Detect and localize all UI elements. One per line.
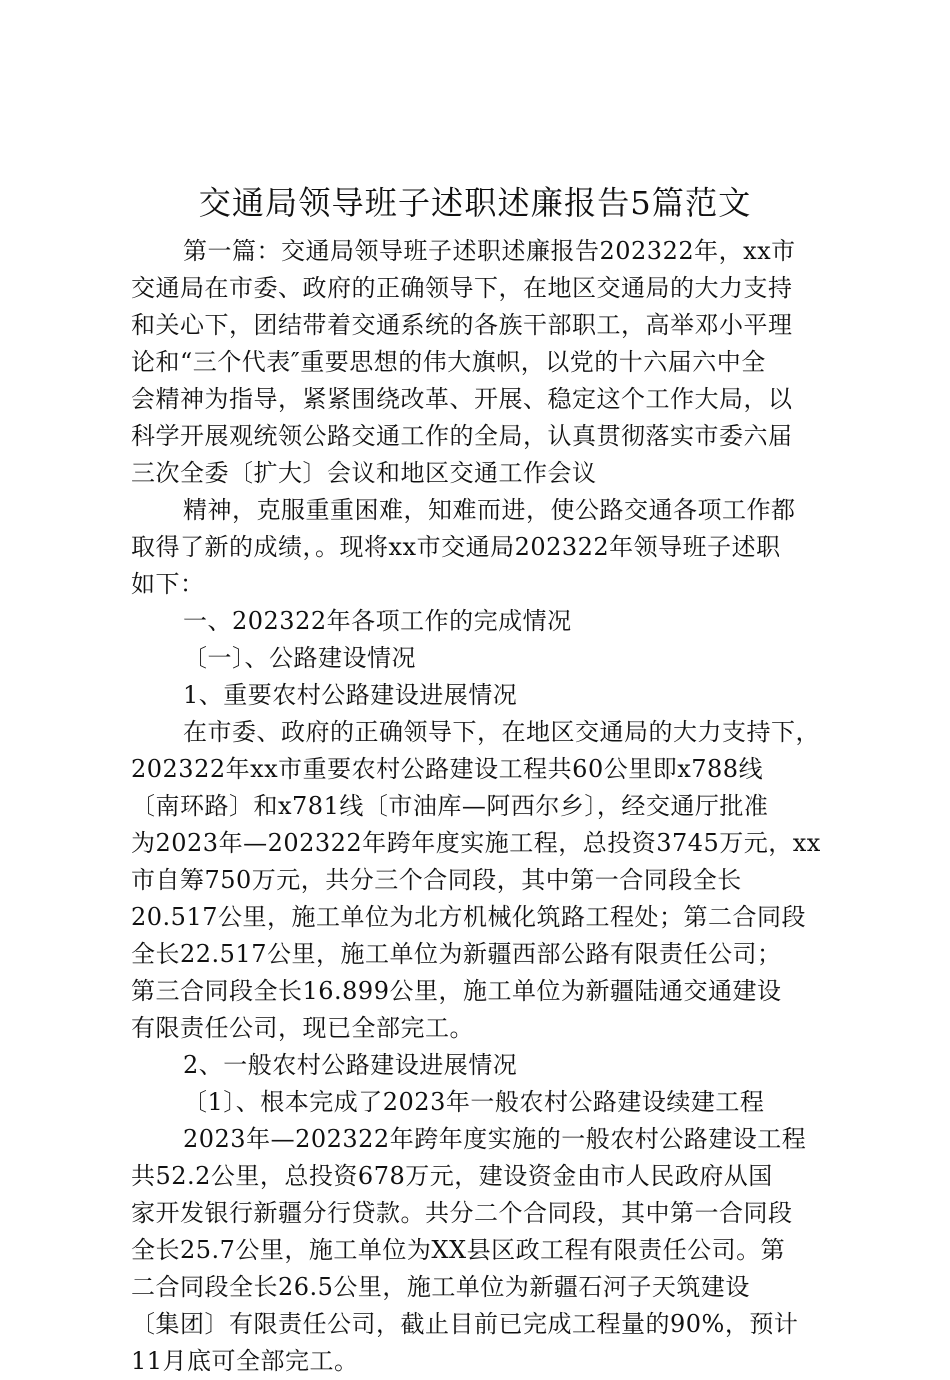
text-line: 第三合同段全长16.899公里，施工单位为新疆陆通交通建设 bbox=[131, 977, 782, 1005]
text-line: 11月底可全部完工。 bbox=[131, 1347, 359, 1375]
text-line: 有限责任公司，现已全部完工。 bbox=[131, 1014, 474, 1042]
text-line: 家开发银行新疆分行贷款。共分二个合同段，其中第一合同段 bbox=[131, 1199, 793, 1227]
text-line: 在市委、政府的正确领导下，在地区交通局的大力支持下， bbox=[183, 718, 820, 746]
text-line: 为2023年—202322年跨年度实施工程，总投资3745万元，xx bbox=[131, 829, 821, 857]
text-line: 如下： bbox=[131, 570, 205, 598]
text-line: 〔一〕、公路建设情况 bbox=[183, 644, 416, 672]
text-line: 和关心下，团结带着交通系统的各族干部职工，高举邓小平理 bbox=[131, 311, 793, 339]
text-line: 交通局在市委、政府的正确领导下，在地区交通局的大力支持 bbox=[131, 274, 793, 302]
text-line: 〔集团〕有限责任公司，截止目前已完成工程量的90%，预计 bbox=[131, 1310, 799, 1338]
text-line: 20.517公里，施工单位为北方机械化筑路工程处；第二合同段 bbox=[131, 903, 806, 931]
text-line: 精神，克服重重困难，知难而进，使公路交通各项工作都 bbox=[183, 496, 796, 524]
text-line: 市自筹750万元，共分三个合同段，其中第一合同段全长 bbox=[131, 866, 742, 894]
text-line: 一、202322年各项工作的完成情况 bbox=[183, 607, 572, 635]
text-line: 共52.2公里，总投资678万元，建设资金由市人民政府从国 bbox=[131, 1162, 773, 1190]
document-title: 交通局领导班子述职述廉报告5篇范文 bbox=[198, 184, 752, 222]
text-line: 会精神为指导，紧紧围绕改革、开展、稳定这个工作大局，以 bbox=[131, 385, 793, 413]
text-line: 论和“三个代表″重要思想的伟大旗帜，以党的十六届六中全 bbox=[131, 348, 766, 376]
text-line: 科学开展观统领公路交通工作的全局，认真贯彻落实市委六届 bbox=[131, 422, 793, 450]
text-line: 三次全委〔扩大〕会议和地区交通工作会议 bbox=[131, 459, 597, 487]
text-line: 〔1〕、根本完成了2023年一般农村公路建设续建工程 bbox=[183, 1088, 765, 1116]
text-line: 1、重要农村公路建设进展情况 bbox=[183, 681, 518, 709]
text-line: 全长25.7公里，施工单位为XX县区政工程有限责任公司。第 bbox=[131, 1236, 786, 1264]
text-line: 2023年—202322年跨年度实施的一般农村公路建设工程 bbox=[183, 1125, 807, 1153]
document-body bbox=[131, 233, 831, 1380]
text-line: 202322年xx市重要农村公路建设工程共60公里即x788线 bbox=[131, 755, 764, 783]
text-line: 2、一般农村公路建设进展情况 bbox=[183, 1051, 518, 1079]
text-line: 二合同段全长26.5公里，施工单位为新疆石河子天筑建设 bbox=[131, 1273, 750, 1301]
text-line: 全长22.517公里，施工单位为新疆西部公路有限责任公司； bbox=[131, 940, 782, 968]
text-line: 第一篇：交通局领导班子述职述廉报告202322年，xx市 bbox=[183, 237, 796, 265]
text-line: 〔南环路〕和x781线〔市油库—阿西尔乡〕，经交通厅批准 bbox=[131, 792, 769, 820]
text-line: 取得了新的成绩，。现将xx市交通局202322年领导班子述职 bbox=[131, 533, 781, 561]
